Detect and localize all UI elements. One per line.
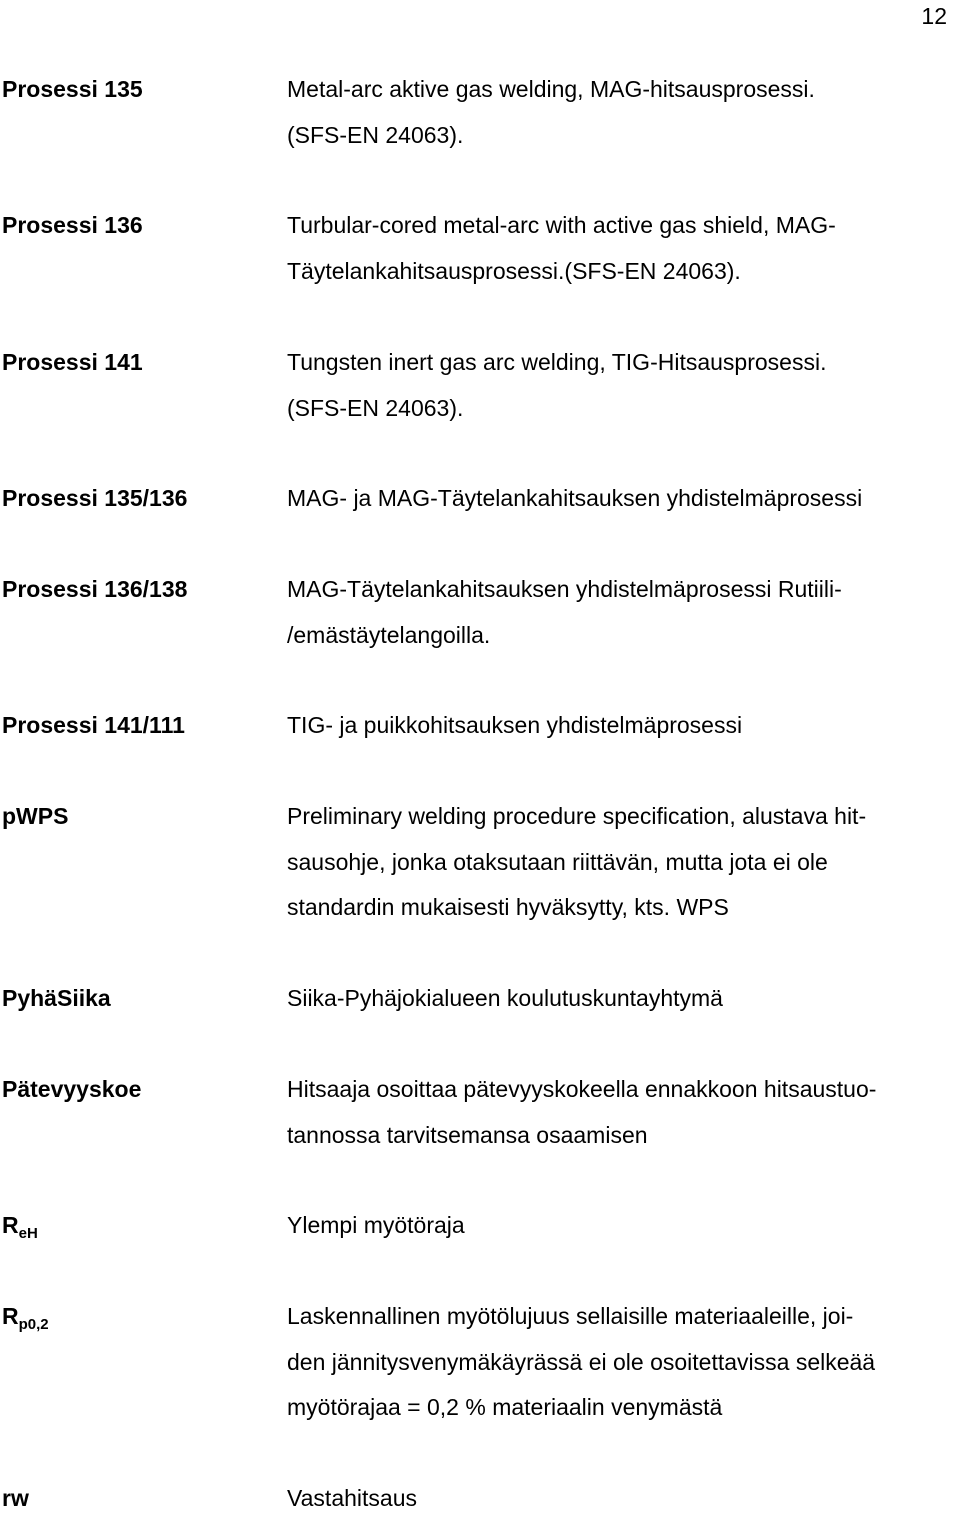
glossary-term: Prosessi 141	[2, 349, 143, 375]
page-number: 12	[921, 3, 947, 29]
definition-line: (SFS-EN 24063).	[287, 394, 464, 421]
definition-line: Metal-arc aktive gas welding, MAG-hitsausprosessi.	[287, 76, 815, 102]
glossary-definition	[287, 1203, 465, 1249]
glossary-definition	[287, 67, 815, 158]
glossary-definition	[287, 976, 723, 1022]
glossary-term: rw	[2, 1485, 29, 1511]
term-symbol: R	[2, 1303, 19, 1329]
definition-line: Siika-Pyhäjokialueen koulutuskuntayhtymä	[287, 985, 723, 1011]
glossary-term: PyhäSiika	[2, 985, 111, 1011]
definition-line: MAG-Täytelankahitsauksen yhdistelmäprosessi Rutiili-	[287, 576, 842, 602]
glossary-definition	[287, 794, 866, 931]
definition-line: Laskennallinen myötölujuus sellaisille materiaaleille, joi-	[287, 1303, 854, 1329]
glossary-definition	[287, 476, 862, 522]
definition-line: sausohje, jonka otaksutaan riittävän, mutta jota ei ole	[287, 848, 828, 875]
glossary-definition	[287, 1476, 417, 1522]
glossary-term: Prosessi 136	[2, 212, 143, 238]
definition-line: Ylempi myötöraja	[287, 1212, 465, 1238]
glossary-term: Pätevyyskoe	[2, 1076, 142, 1102]
definition-line: Tungsten inert gas arc welding, TIG-Hitsausprosessi.	[287, 349, 827, 375]
glossary-definition	[287, 203, 836, 294]
definition-line: Hitsaaja osoittaa pätevyyskokeella ennakkoon hitsaustuo-	[287, 1076, 877, 1102]
term-symbol: R	[2, 1212, 19, 1238]
definition-line: tannossa tarvitsemansa osaamisen	[287, 1121, 648, 1148]
glossary-definition	[287, 703, 742, 749]
glossary-term: Prosessi 141/111	[2, 712, 185, 738]
glossary-definition	[287, 1294, 875, 1431]
glossary-definition	[287, 567, 842, 658]
definition-line: standardin mukaisesti hyväksytty, kts. WPS	[287, 894, 729, 920]
glossary-term	[2, 1294, 49, 1340]
glossary-term: Prosessi 135	[2, 76, 143, 102]
definition-line: Vastahitsaus	[287, 1485, 417, 1511]
definition-line: Täytelankahitsausprosessi.(SFS-EN 24063).	[287, 257, 741, 284]
term-subscript: p0,2	[18, 1316, 49, 1333]
glossary-term: pWPS	[2, 803, 69, 829]
glossary-term: Prosessi 136/138	[2, 576, 188, 602]
glossary-definition	[287, 340, 826, 431]
definition-line: Turbular-cored metal-arc with active gas shield, MAG-	[287, 212, 836, 238]
glossary-definition	[287, 1067, 876, 1158]
definition-line: MAG- ja MAG-Täytelankahitsauksen yhdistelmäprosessi	[287, 485, 863, 511]
glossary-term	[2, 1203, 38, 1249]
definition-line: den jännitysvenymäkäyrässä ei ole osoitettavissa selkeää	[287, 1348, 876, 1375]
term-subscript: eH	[18, 1225, 38, 1242]
definition-line: Preliminary welding procedure specification, alustava hit-	[287, 803, 867, 829]
definition-line: /emästäytelangoilla.	[287, 621, 491, 648]
glossary-term: Prosessi 135/136	[2, 485, 188, 511]
definition-line: TIG- ja puikkohitsauksen yhdistelmäprosessi	[287, 712, 743, 738]
definition-line: myötörajaa = 0,2 % materiaalin venymästä	[287, 1394, 723, 1420]
definition-line: (SFS-EN 24063).	[287, 121, 464, 148]
